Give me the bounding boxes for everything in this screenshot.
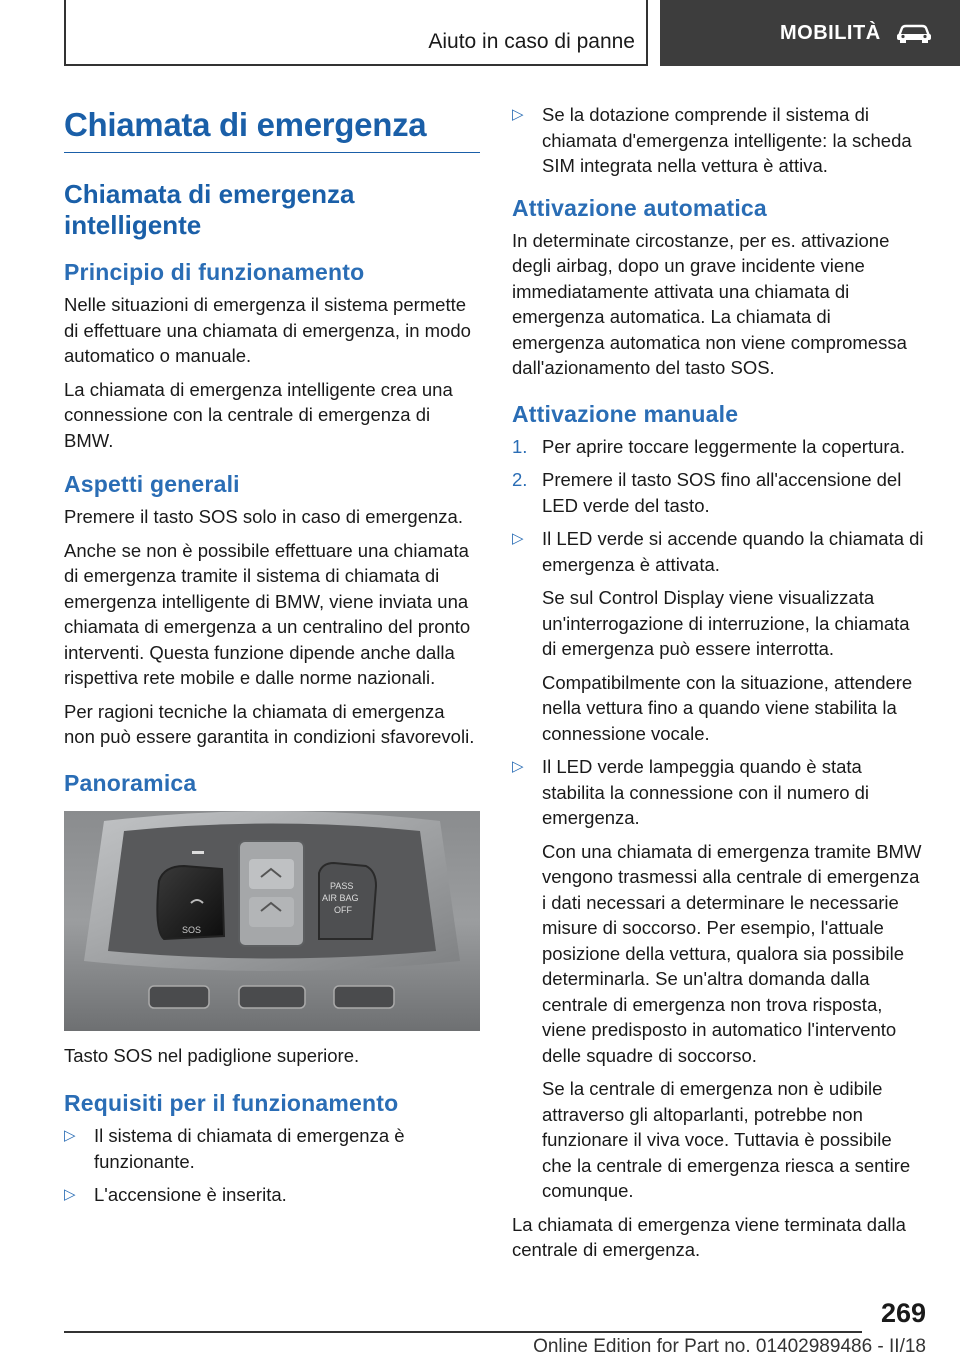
list-item	[512, 434, 926, 460]
general-paragraph-3: Per ragioni tecniche la chiamata di emergenza non può essere garantita in condizioni sfavorevoli.	[64, 700, 475, 747]
list-item	[512, 467, 926, 518]
list-item	[64, 1182, 480, 1208]
page-number: 269	[880, 1298, 926, 1328]
principle-paragraph-2: La chiamata di emergenza intelligente crea una connessione con la centrale di emergenza di BMW.	[64, 378, 453, 451]
step-text: Per aprire toccare leggermente la copertura.	[542, 435, 905, 457]
principle-heading: Principio di funzionamento	[64, 259, 365, 285]
bullet-subparagraph: Compatibilmente con la situazione, attendere nella vettura fino a quando viene stabilita la connessione vocale.	[542, 671, 913, 744]
header-rule-left	[64, 0, 66, 66]
airbag-label: AIR BAG	[322, 892, 359, 903]
edition-note: Online Edition for Part no. 01402989486 - II/18	[533, 1336, 926, 1357]
sos-button-photo	[64, 811, 480, 1031]
right-column	[512, 102, 926, 1271]
sim-note: Se la dotazione comprende il sistema di chiamata d'emergenza intelligente: la scheda SIM integrata nella vettura è attiva.	[542, 104, 912, 176]
automatic-paragraph: In determinate circostanze, per es. attivazione degli airbag, dopo un grave incidente viene immediatamente attivata una chiamata di emergenza automatica. La chiamata di emergenza automatica non viene compromessa dall'azionamento del tasto SOS.	[512, 229, 907, 378]
overview-heading: Panoramica	[64, 769, 197, 796]
header-tab-mobility[interactable]	[660, 0, 960, 66]
section-heading: Chiamata di emergenza intelligente	[64, 179, 355, 240]
sos-label: SOS	[182, 924, 202, 935]
general-paragraph-2: Anche se non è possibile effettuare una chiamata di emergenza tramite il sistema di chiamata di emergenza intelligente di BMW, viene inviata una chiamata di emergenza a un centralino del pronto interventi. Questa funzione dipende anche dalla rispettiva rete mobile e dalle norme nazionali.	[64, 539, 471, 688]
footer-rule	[64, 1331, 862, 1333]
bullet-text: Il LED verde lampeggia quando è stata stabilita la connessione con il numero di emergenza.	[542, 756, 870, 828]
requirement-text: L'accensione è inserita.	[94, 1184, 287, 1205]
general-paragraph-1: Premere il tasto SOS solo in caso di emergenza.	[64, 506, 463, 527]
requirements-heading: Requisiti per il funzionamento	[64, 1090, 399, 1116]
header-tab-label: MOBILITÀ	[780, 21, 881, 44]
triangle-bullet-icon: ▷	[64, 1186, 76, 1203]
photo-caption: Tasto SOS nel padiglione superiore.	[64, 1044, 360, 1066]
closing-paragraph: La chiamata di emergenza viene terminata dalla centrale di emergenza.	[512, 1213, 906, 1260]
bullet-subparagraph: Se la centrale di emergenza non è udibile attraverso gli altoparlanti, potrebbe non funzionare il viva voce. Tuttavia è possibile che la centrale di emergenza riesca a sentire comunque.	[542, 1078, 911, 1201]
principle-paragraph-1: Nelle situazioni di emergenza il sistema permette di effettuare una chiamata di emergenza, in modo automatico o manuale.	[64, 294, 471, 366]
list-item	[512, 526, 926, 577]
triangle-bullet-icon: ▷	[512, 758, 524, 775]
triangle-bullet-icon: ▷	[512, 106, 524, 123]
automatic-heading: Attivazione automatica	[512, 194, 767, 221]
page-title: Chiamata di emergenza	[64, 106, 480, 153]
pass-label: PASS	[330, 880, 354, 891]
step-number: 2.	[512, 469, 528, 490]
header-rule-divider	[646, 0, 648, 66]
left-column	[64, 96, 480, 1216]
off-label: OFF	[334, 904, 352, 915]
header-rule-bottom	[64, 64, 648, 66]
car-icon	[895, 22, 933, 44]
list-item	[512, 754, 926, 831]
bullet-subparagraph: Con una chiamata di emergenza tramite BMW vengono trasmessi alla centrale di emergenza i dati necessari a determinare le necessarie misure di soccorso. Per esempio, l'attuale posizione della vettura, qualora sia possibile determinarla. Se un'altra domanda dalla centrale di emergenza non trova risposta, viene predisposto in automatico l'intervento delle squadre di soccorso.	[542, 840, 922, 1066]
manual-heading: Attivazione manuale	[512, 400, 739, 427]
step-number: 1.	[512, 435, 528, 457]
triangle-bullet-icon: ▷	[512, 530, 524, 547]
list-item	[512, 102, 926, 179]
requirement-text: Il sistema di chiamata di emergenza è funzionante.	[94, 1125, 405, 1172]
list-item	[64, 1123, 480, 1174]
triangle-bullet-icon: ▷	[64, 1127, 76, 1144]
bullet-subparagraph: Se sul Control Display viene visualizzata un'interrogazione di interruzione, la chiamata di emergenza può essere interrotta.	[542, 587, 910, 659]
header-section-title: Aiuto in caso di panne	[428, 30, 635, 53]
bullet-text: Il LED verde si accende quando la chiamata di emergenza è attivata.	[542, 528, 924, 575]
step-text: Premere il tasto SOS fino all'accensione del LED verde del tasto.	[542, 469, 902, 516]
general-heading: Aspetti generali	[64, 471, 240, 497]
